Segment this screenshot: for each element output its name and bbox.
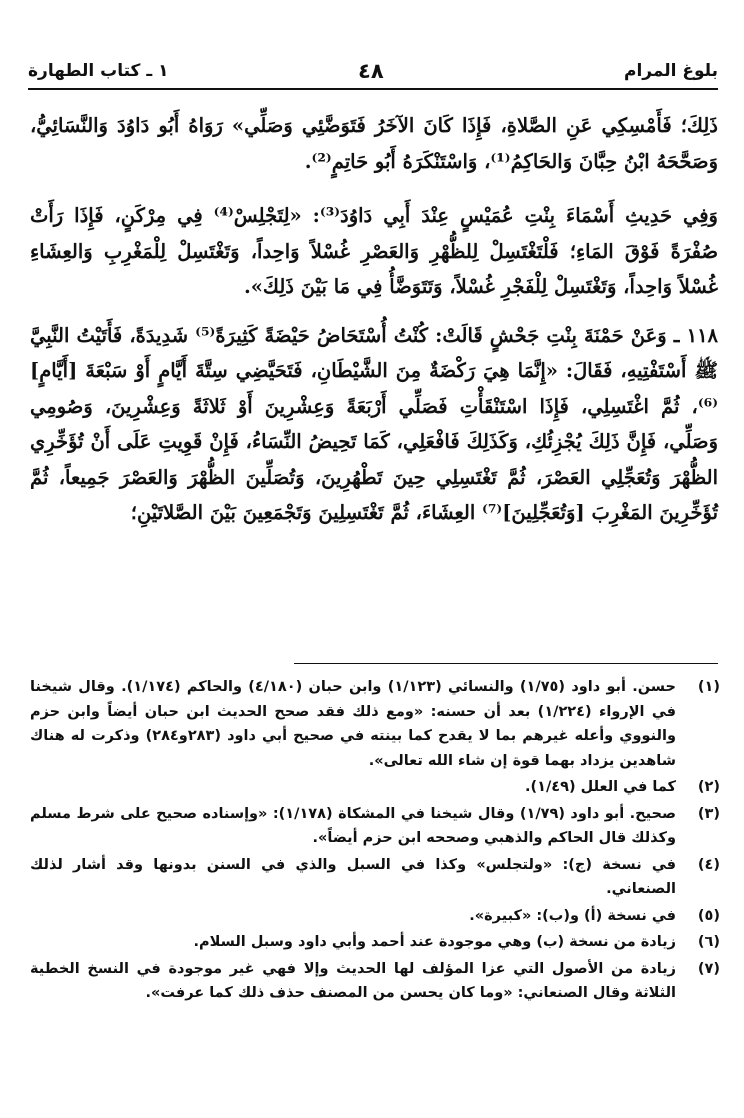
footnote-1 bbox=[30, 675, 720, 773]
footnote-divider bbox=[294, 663, 718, 664]
footnote-text: في نسخة (ج): «ولتجلس» وكذا في السبل والذي في السنن بدونها وقد أشار لذلك الصنعاني. bbox=[30, 856, 676, 897]
footnote-text: كما في العلل (١/٤٩). bbox=[525, 779, 676, 795]
paragraph-hadith-continuation: ذَلِكَ؛ فَأَمْسِكِي عَنِ الصَّلاةِ، فَإِذَا كَانَ الآخَرُ فَتَوَضَّئِي وَصَلِّي» رَوَاهُ أَبُو دَاوُدَ وَالنَّسَائِيُّ، وَصَحَّحَهُ ابْنُ حِبَّانَ وَالحَاكِمُ⁽¹⁾، وَاسْتَنْكَرَهُ أَبُو حَاتِمٍ⁽²⁾. bbox=[30, 114, 718, 173]
footnotes bbox=[30, 675, 720, 1008]
footnote-6 bbox=[30, 930, 720, 955]
footnote-number: (٢) bbox=[697, 779, 720, 795]
footnote-4 bbox=[30, 853, 720, 902]
footnote-number: (٤) bbox=[697, 856, 720, 873]
footnote-number: (٧) bbox=[697, 960, 720, 977]
footnote-number: (١) bbox=[697, 679, 720, 695]
paragraph-asma-hadith: وَفِي حَدِيثِ أَسْمَاءَ بِنْتِ عُمَيْسٍ عِنْدَ أَبِي دَاوُدَ⁽³⁾: «لِتَجْلِسْ⁽⁴⁾ فِي مِرْكَنٍ، فَإِذَا رَأَتْ صُفْرَةً فَوْقَ المَاءِ؛ فَلْتَغْتَسِلْ لِلظُّهْرِ وَالعَصْرِ غُسْلاً وَاحِداً، وَتَغْتَسِلْ لِلْمَغْرِبِ وَالعِشَاءِ غُسْلاً وَاحِداً، وَتَغْتَسِلْ لِلْفَجْرِ غُسْلاً، وَتَتَوَضَّأُ فِي مَا بَيْنَ ذَلِكَ». bbox=[30, 204, 718, 298]
footnote-5 bbox=[30, 904, 720, 929]
footnote-2 bbox=[30, 775, 720, 800]
paragraph-hadith-118: ١١٨ ـ وَعَنْ حَمْنَةَ بِنْتِ جَحْشٍ قَالَتْ: كُنْتُ أُسْتَحَاضُ حَيْضَةً كَثِيرَةً⁽⁵⁾ شَدِيدَةً، فَأَتَيْتُ النَّبِيَّ ﷺ أَسْتَفْتِيهِ، فَقَالَ: «إِنَّمَا هِيَ رَكْضَةٌ مِنَ الشَّيْطَانِ، فَتَحَيَّضِي سِتَّةَ أَيَّامٍ أَوْ سَبْعَةَ [أَيَّامٍ]⁽⁶⁾، ثُمَّ اغْتَسِلِي، فَإِذَا اسْتَنْقَأْتِ فَصَلِّي أَرْبَعَةً وَعِشْرِينَ أَوْ ثَلاثَةً وَعِشْرِينَ، وَصُومِي وَصَلِّي، فَإِنَّ ذَلِكَ يُجْزِئُكِ، وَكَذَلِكَ فَافْعَلِي، كَمَا تَحِيضُ النِّسَاءُ، فَإِنْ قَوِيتِ عَلَى أَنْ تُؤَخِّرِي الظُّهْرَ وَتُعَجِّلِي العَصْرَ، ثُمَّ تَغْتَسِلِي حِينَ تَطْهُرِينَ، وَتُصَلِّينَ الظُّهْرَ وَالعَصْرَ جَمِيعاً، ثُمَّ تُؤَخِّرِينَ المَغْرِبَ [وَتُعَجِّلِينَ]⁽⁷⁾ العِشَاءَ، ثُمَّ تَغْتَسِلِينَ وَتَجْمَعِينَ بَيْنَ الصَّلاتَيْنِ؛ bbox=[30, 323, 719, 524]
footnote-text: زيادة من نسخة (ب) وهي موجودة عند أحمد وأبي داود وسبل السلام. bbox=[193, 934, 676, 950]
chapter-title: ١ ـ كتاب الطهارة bbox=[28, 61, 169, 81]
page-number: ٤٨ bbox=[358, 59, 384, 83]
book-title: بلوغ المرام bbox=[624, 61, 718, 81]
footnote-text: حسن. أبو داود (١/٧٥) والنسائي (١/١٢٣) وابن حبان (٤/١٨٠) والحاكم (١/١٧٤). وقال شيخنا في الإرواء (١/٢٢٤) بعد أن حسنه: «ومع ذلك فقد صحح الحديث ابن حبان أيضاً وابن حزم والنووي وأعله غيرهم بما لا يقدح كما بينته في صحيح أبي داود (٢٨٣و٢٨٤) وذكرت له هناك شاهدين يزداد بهما قوة إن شاء الله تعالى». bbox=[30, 679, 677, 769]
running-header bbox=[28, 58, 718, 90]
footnote-number: (٦) bbox=[697, 934, 720, 950]
footnote-text: في نسخة (أ) و(ب): «كبيرة». bbox=[469, 907, 676, 924]
footnote-3 bbox=[30, 802, 720, 851]
main-text bbox=[30, 108, 718, 531]
footnote-7 bbox=[30, 957, 720, 1006]
footnote-text: صحيح. أبو داود (١/٧٩) وقال شيخنا في المشكاة (١/١٧٨): «وإسناده صحيح على شرط مسلم وكذلك قال الحاكم والذهبي وصححه ابن حزم أيضاً». bbox=[30, 805, 677, 846]
footnote-number: (٥) bbox=[697, 907, 720, 924]
footnote-number: (٣) bbox=[697, 805, 720, 822]
footnote-text: زيادة من الأصول التي عزا المؤلف لها الحديث وإلا فهي غير موجودة في النسخ الخطية الثلاثة وقال الصنعاني: «وما كان يحسن من المصنف حذف ذلك كما عرفت». bbox=[30, 960, 676, 1001]
